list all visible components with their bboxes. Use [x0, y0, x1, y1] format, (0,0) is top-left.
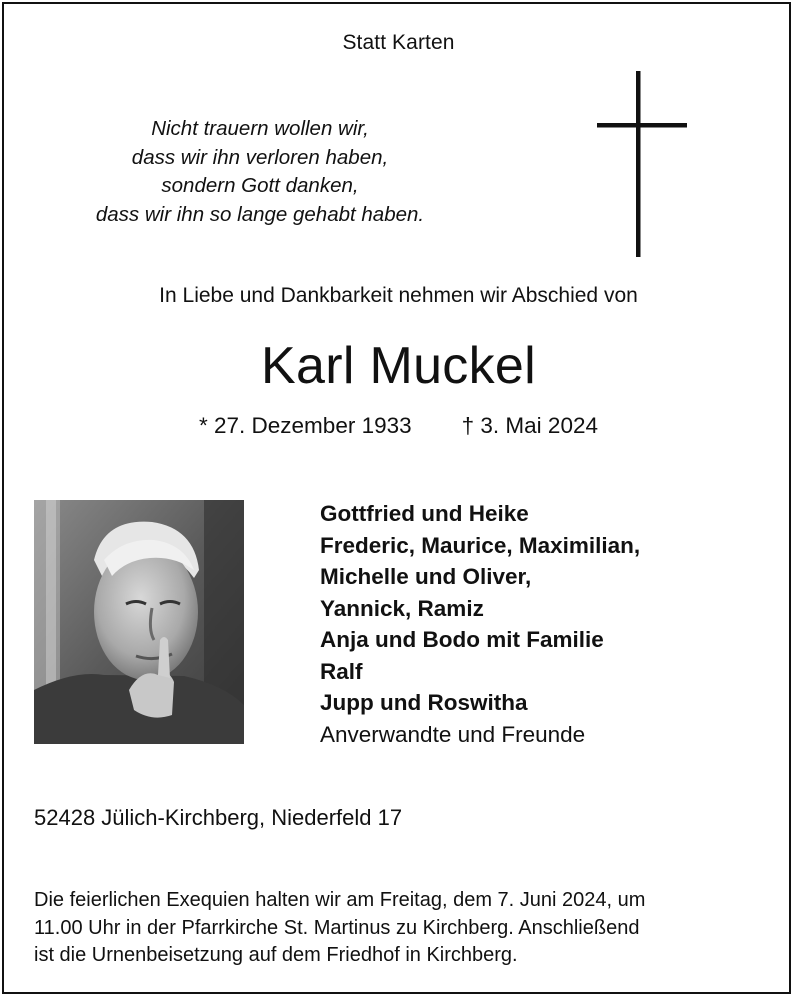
notice-line: ist die Urnenbeisetzung auf dem Friedhof in Kirchberg. [34, 944, 518, 966]
family-entry: Anja und Bodo mit Familie [320, 627, 604, 652]
death-date: † 3. Mai 2024 [461, 413, 598, 438]
family-entry: Yannick, Ramiz [320, 595, 484, 621]
family-list [320, 498, 760, 750]
family-entry: Gottfried und Heike [320, 501, 529, 526]
family-closing: Anverwandte und Freunde [320, 721, 586, 747]
life-dates [0, 413, 797, 439]
family-entry: Michelle und Oliver, [320, 564, 532, 589]
deceased-name: Karl Muckel [261, 337, 536, 395]
family-entry: Ralf [320, 658, 363, 684]
notice-line: Die feierlichen Exequien halten wir am Freitag, dem 7. Juni 2024, um [34, 889, 646, 911]
latin-cross-icon [590, 65, 690, 265]
notice-line: 11.00 Uhr in der Pfarrkirche St. Martinus zu Kirchberg. Anschließend [34, 916, 640, 939]
verse-line: dass wir ihn verloren haben, [131, 145, 389, 169]
farewell-intro: In Liebe und Dankbarkeit nehmen wir Abschied von [159, 284, 638, 307]
verse-line: dass wir ihn so lange gehabt haben. [95, 202, 425, 226]
birth-date: * 27. Dezember 1933 [199, 413, 412, 438]
verse-line: sondern Gott danken, [161, 174, 359, 198]
family-entry: Frederic, Maurice, Maximilian, [320, 532, 641, 558]
family-entry: Jupp und Roswitha [320, 690, 528, 715]
funeral-notice [34, 887, 764, 970]
verse-line: Nicht trauern wollen wir, [151, 117, 369, 140]
portrait-illustration [34, 500, 244, 744]
address: 52428 Jülich-Kirchberg, Niederfeld 17 [34, 805, 403, 830]
portrait-photo [34, 500, 244, 744]
memorial-verse [40, 115, 480, 229]
header-statt-karten: Statt Karten [342, 31, 455, 54]
